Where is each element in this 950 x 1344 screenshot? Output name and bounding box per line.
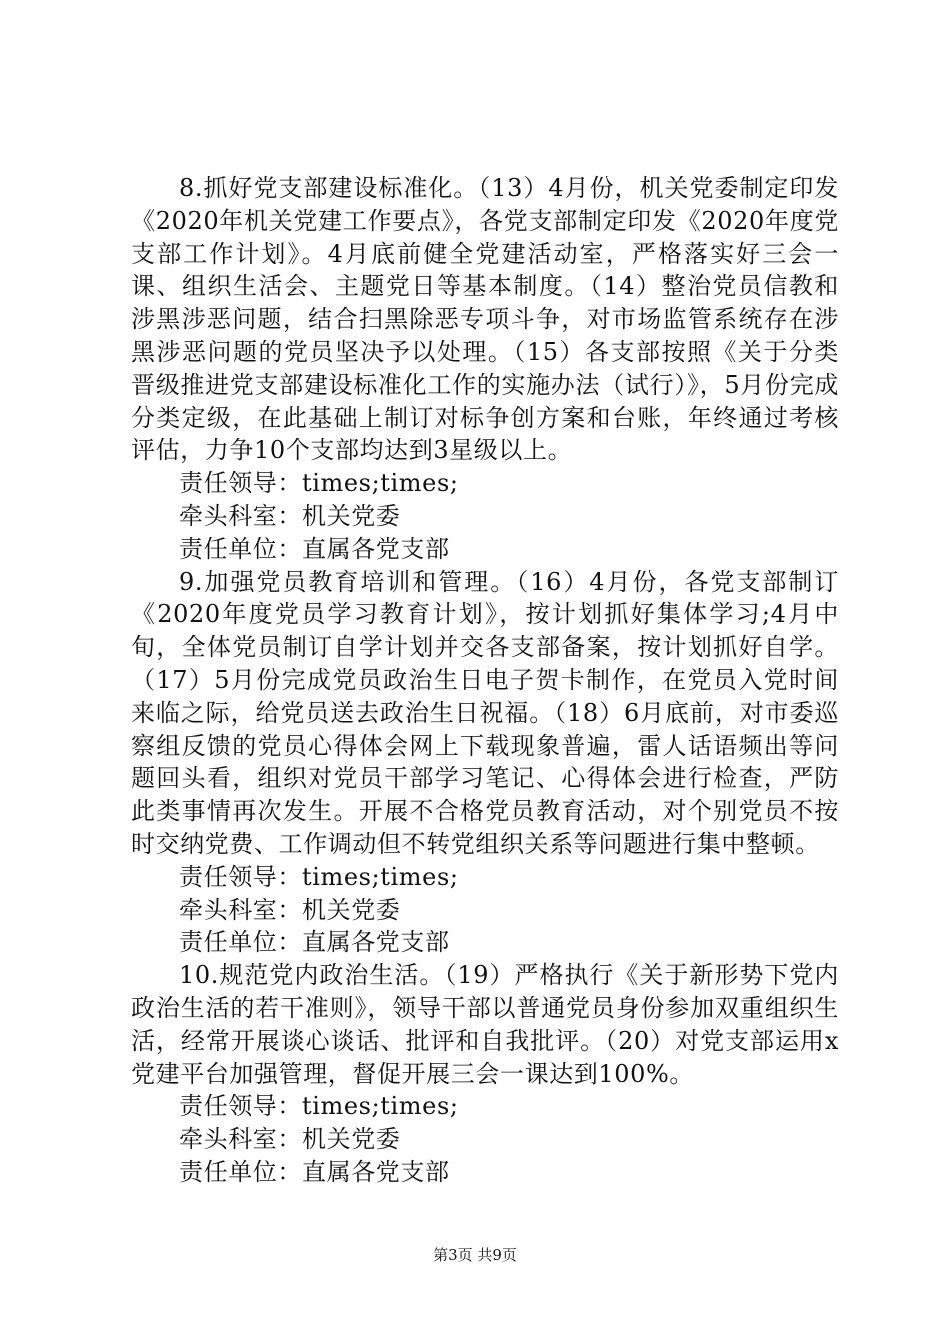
lead-office: 牵头科室：机关党委 [179, 895, 401, 924]
section-paragraph: 9.加强党员教育培训和管理。（16）4月份，各党支部制订《2020年度党员学习教育计划》，按计划抓好集体学习;4月中旬，全体党员制订自学计划并交各支部备案，按计划抓好自学。（17）5月份完成党员政治生日电子贺卡制作，在党员入党时间来临之际，给党员送去政治生日祝福。（18）6月底前，对市委巡察组反馈的党员心得体会网上下载现象普遍，雷人话语频出等问题回头看，组织对党员干部学习笔记、心得体会进行检查，严防此类事情再次发生。开展不合格党员教育活动，对个别党员不按时交纳党费、工作调动但不转党组织关系等问题进行集中整顿。 [131, 567, 839, 858]
section-item-9 [131, 566, 839, 960]
section-paragraph: 8.抓好党支部建设标准化。（13）4月份，机关党委制定印发《2020年机关党建工作要点》，各党支部制定印发《2020年度党支部工作计划》。4月底前健全党建活动室，严格落实好三会一课、组织生活会、主题党日等基本制度。（14）整治党员信教和涉黑涉恶问题，结合扫黑除恶专项斗争，对市场监管系统存在涉黑涉恶问题的党员坚决予以处理。（15）各支部按照《关于分类晋级推进党支部建设标准化工作的实施办法（试行）》，5月份完成分类定级，在此基础上制订对标争创方案和台账，年终通过考核评估，力争10个支部均达到3星级以上。 [131, 174, 839, 465]
page-number-footer: 第3页 共9页 [433, 1246, 517, 1264]
responsible-leader: 责任领导：times;times; [179, 1092, 459, 1121]
responsible-unit: 责任单位：直属各党支部 [179, 1157, 450, 1186]
section-paragraph: 10.规范党内政治生活。（19）严格执行《关于新形势下党内政治生活的若干准则》，领导干部以普通党员身份参加双重组织生活，经常开展谈心谈话、批评和自我批评。（20）对党支部运用x党建平台加强管理，督促开展三会一课达到100%。 [131, 961, 839, 1088]
lead-office: 牵头科室：机关党委 [179, 501, 401, 530]
responsible-unit: 责任单位：直属各党支部 [179, 928, 450, 957]
section-item-10 [131, 959, 839, 1189]
responsible-leader: 责任领导：times;times; [179, 469, 459, 498]
responsible-leader: 责任领导：times;times; [179, 862, 459, 891]
section-item-8 [131, 172, 839, 566]
document-body [131, 172, 839, 1189]
lead-office: 牵头科室：机关党委 [179, 1125, 401, 1154]
responsible-unit: 责任单位：直属各党支部 [179, 534, 450, 563]
